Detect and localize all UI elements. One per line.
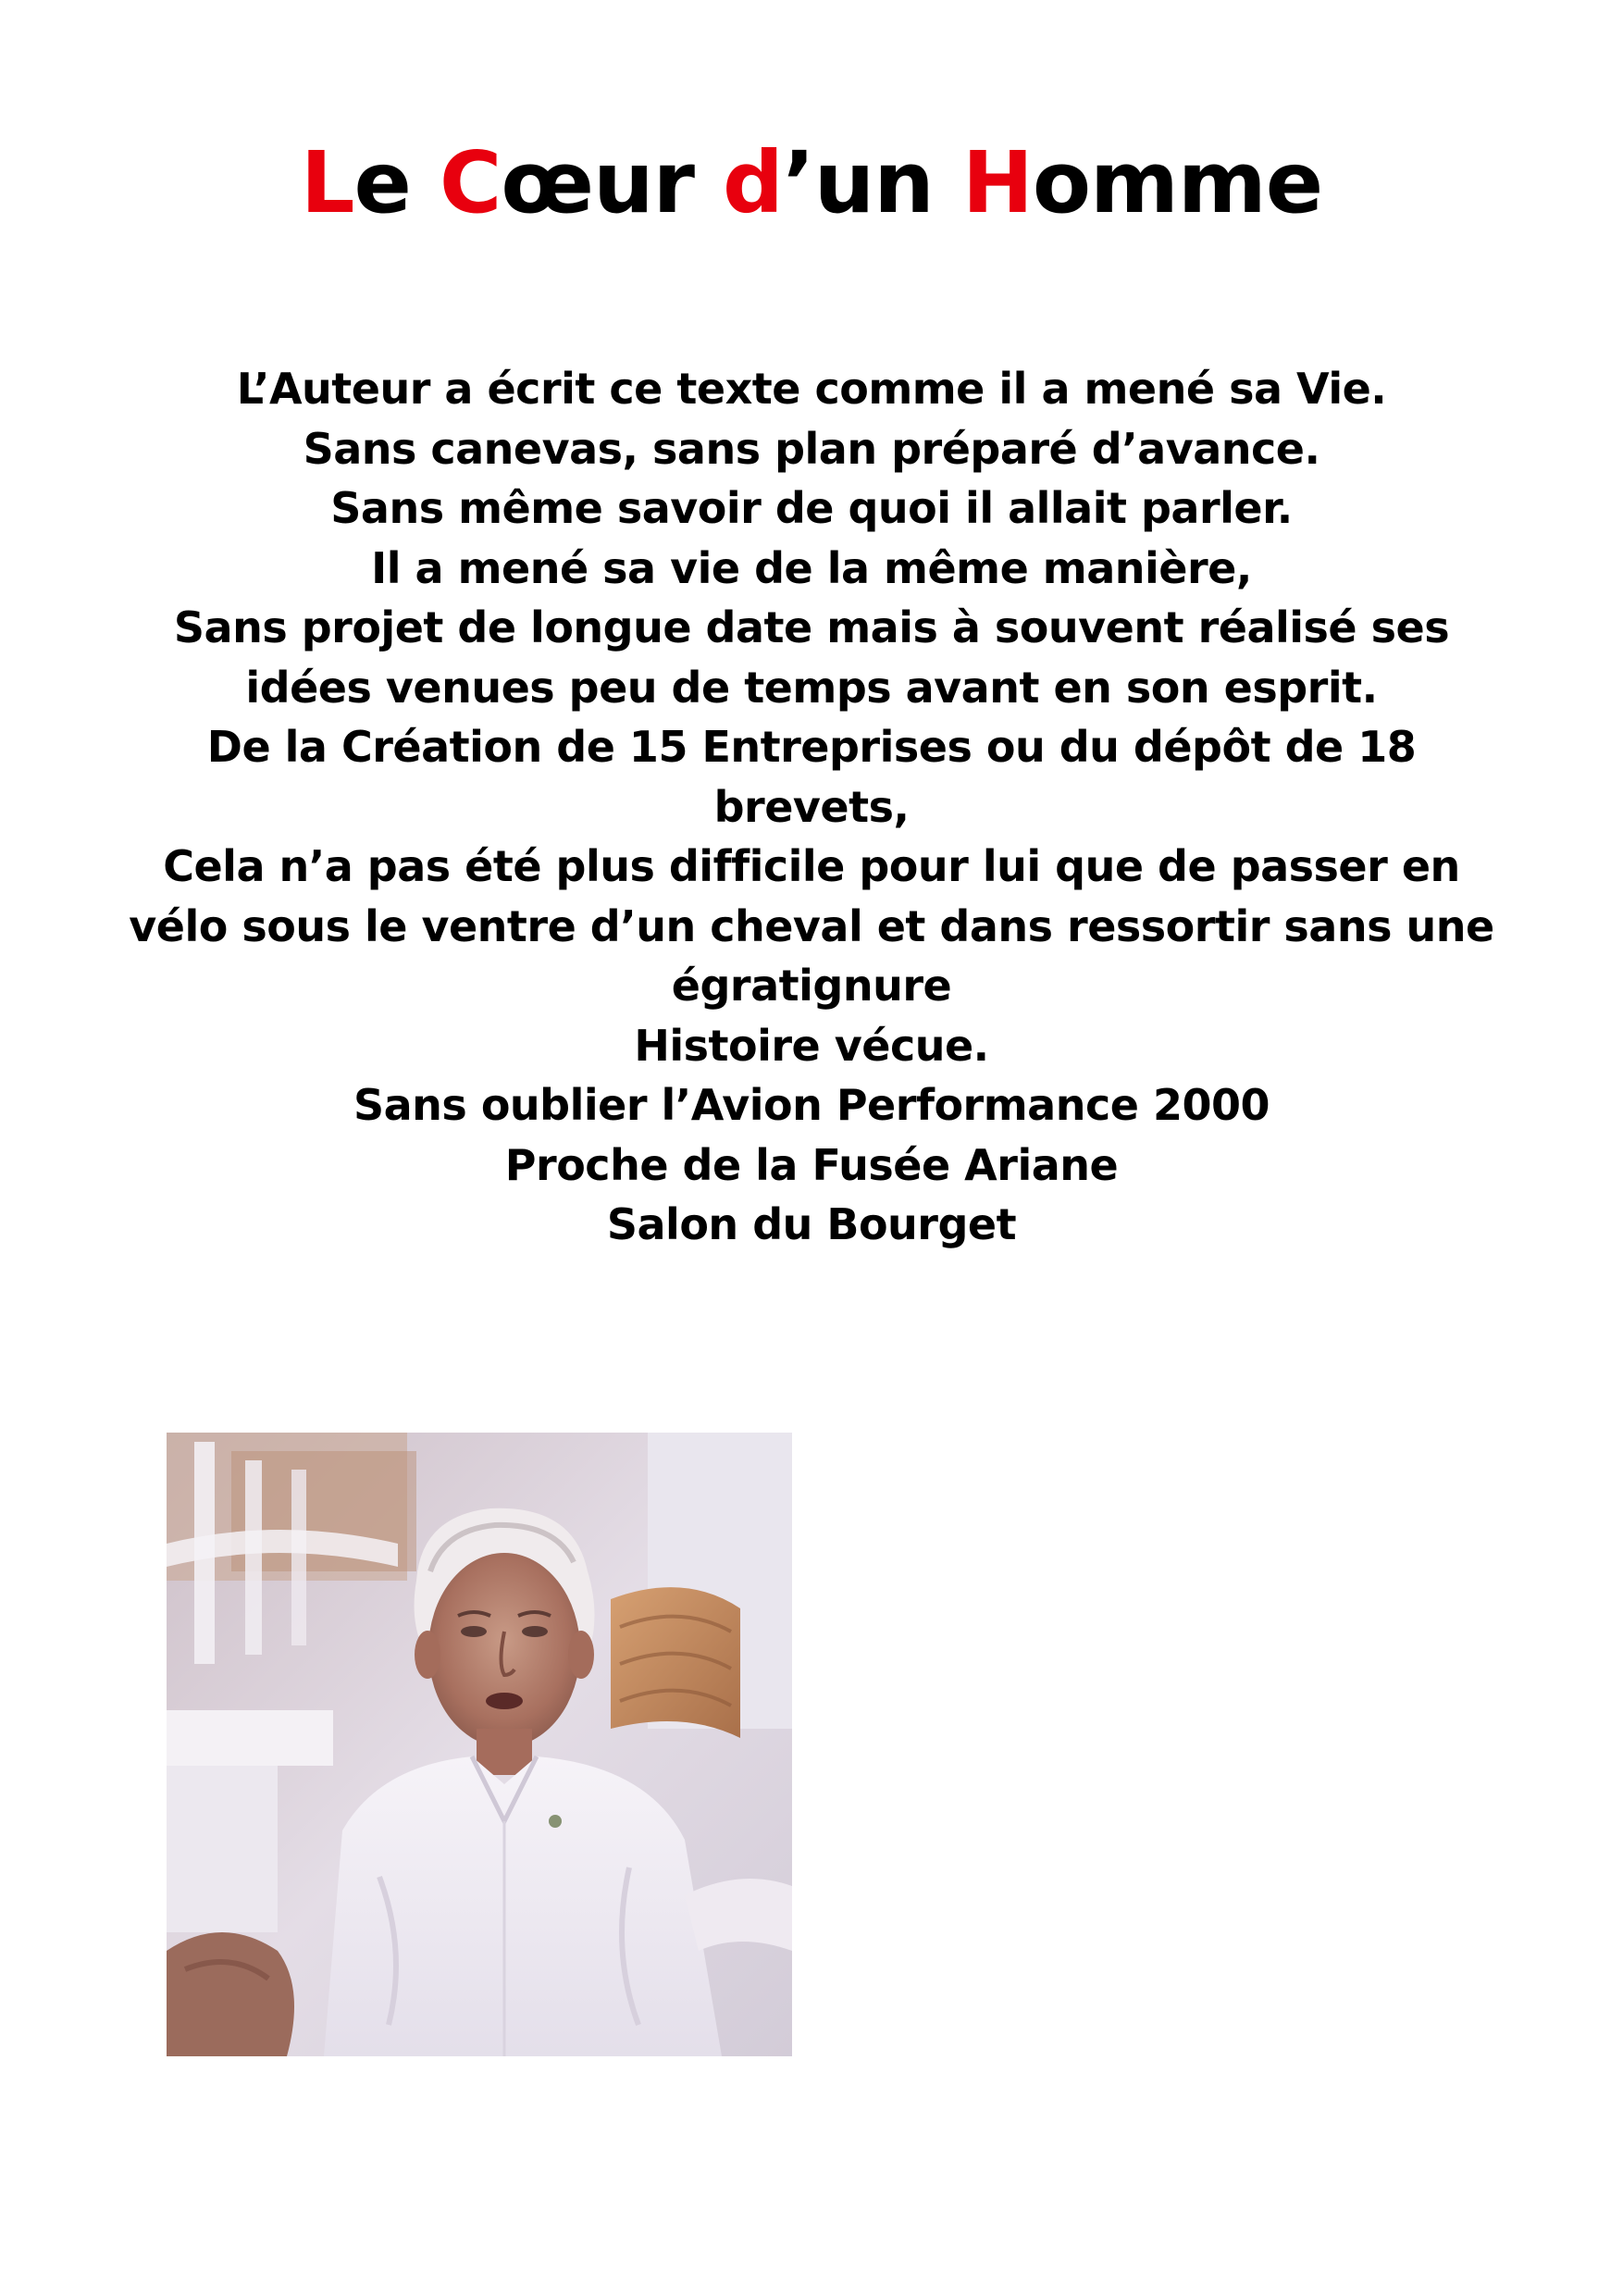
intro-paragraph [93,359,1530,1255]
title-text-un: ’un [782,133,962,232]
text-line: Sans projet de longue date mais à souvent réalisé ses [173,602,1450,652]
text-line: L’Auteur a écrit ce texte comme il a mené sa Vie. [236,364,1387,414]
title-initial-c: C [439,133,502,232]
text-line: Sans même savoir de quoi il allait parler. [330,483,1293,533]
text-line: De la Création de 15 Entreprises ou du dépôt de 18 [206,722,1417,772]
text-line: Histoire vécue. [634,1020,989,1071]
title-initial-d: d [723,133,783,232]
title-initial-l: L [300,133,354,232]
author-photo [167,1433,792,2056]
text-line: Sans canevas, sans plan préparé d’avance. [303,423,1320,474]
text-line: Proche de la Fusée Ariane [504,1139,1119,1190]
text-line: Il a mené sa vie de la même manière, [371,542,1252,593]
author-photo-illustration [167,1433,792,2056]
title-text-oeur: œur [501,133,723,232]
text-line: Salon du Bourget [606,1199,1017,1249]
text-line: idées venues peu de temps avant en son esprit. [245,662,1378,713]
text-line: Cela n’a pas été plus difficile pour lui que de passer en [163,841,1460,891]
title-initial-h: H [961,133,1033,232]
title-text-omme: omme [1032,133,1323,232]
text-line: Sans oublier l’Avion Performance 2000 [353,1080,1270,1130]
page-title [0,128,1623,239]
title-text-e: e [353,133,440,232]
text-line: égratignure [671,961,952,1011]
text-line: vélo sous le ventre d’un cheval et dans ressortir sans une [129,900,1494,951]
text-line: brevets, [713,781,910,832]
